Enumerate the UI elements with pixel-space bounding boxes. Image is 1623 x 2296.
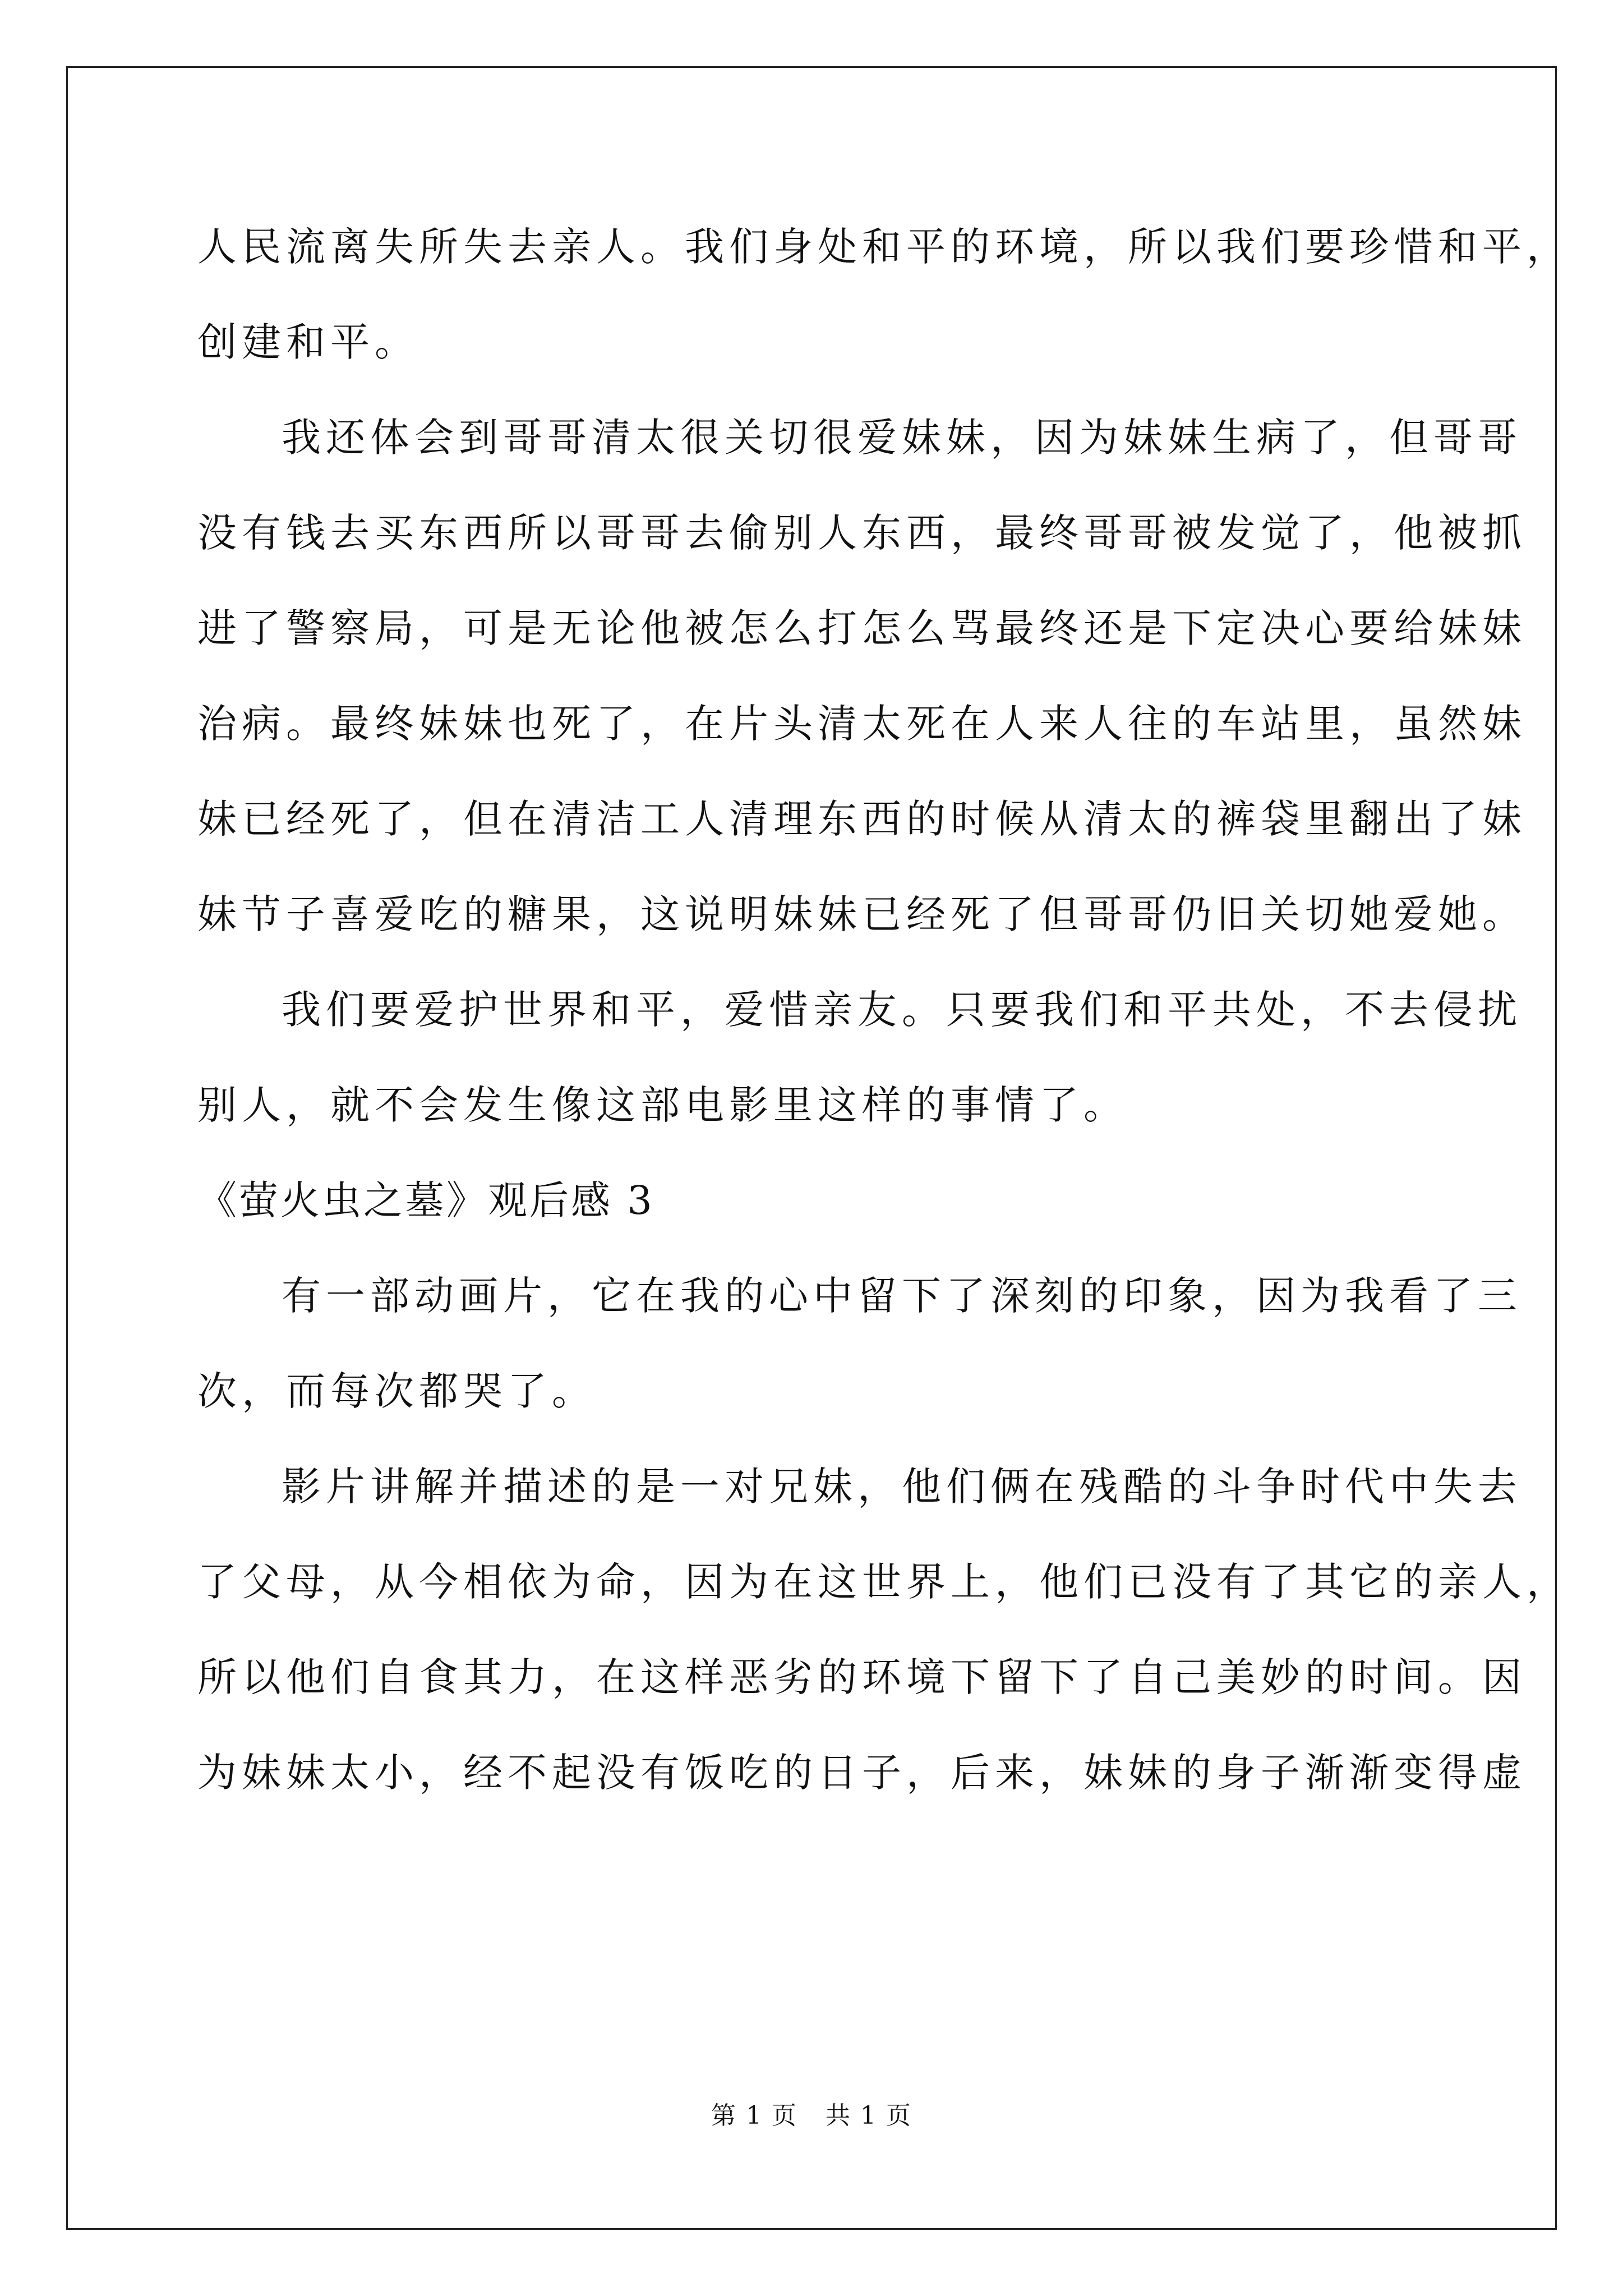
text-line: 了父母，从今相依为命，因为在这世界上，他们已没有了其它的亲人， [197,1559,1571,1605]
text-line: 妹已经死了，但在清洁工人清理东西的时候从清太的裤袋里翻出了妹 [197,796,1527,842]
document-body [197,199,1571,1820]
text-line: 妹节子喜爱吃的糖果，这说明妹妹已经死了但哥哥仍旧关切她爱她。 [197,891,1527,937]
text-line: 别人，就不会发生像这部电影里这样的事情了。 [197,1082,1128,1128]
page-footer [0,2099,1623,2133]
text-line: 人民流离失所失去亲人。我们身处和平的环境，所以我们要珍惜和平， [197,224,1571,270]
text-line: 进了警察局，可是无论他被怎么打怎么骂最终还是下定决心要给妹妹 [197,605,1527,651]
text-line: 所以他们自食其力，在这样恶劣的环境下留下了自己美妙的时间。因 [197,1654,1527,1700]
text-line: 没有钱去买东西所以哥哥去偷别人东西，最终哥哥被发觉了，他被抓 [197,510,1527,556]
page-number-total: 共 1 页 [826,2101,912,2130]
paragraph-start-line: 我们要爱护世界和平，爱惜亲友。只要我们和平共处，不去侵扰 [282,987,1522,1033]
paragraph-start-line: 有一部动画片，它在我的心中留下了深刻的印象，因为我看了三 [282,1273,1522,1319]
text-line: 创建和平。 [197,319,419,365]
paragraph-start-line: 我还体会到哥哥清太很关切很爱妹妹，因为妹妹生病了，但哥哥 [282,415,1522,461]
text-line: 治病。最终妹妹也死了，在片头清太死在人来人往的车站里，虽然妹 [197,701,1527,747]
text-line: 次，而每次都哭了。 [197,1368,596,1414]
paragraph-start-line: 影片讲解并描述的是一对兄妹，他们俩在残酷的斗争时代中失去 [282,1464,1522,1510]
text-line: 为妹妹太小，经不起没有饭吃的日子，后来，妹妹的身子渐渐变得虚 [197,1750,1527,1796]
page-number-current: 第 1 页 [711,2101,797,2130]
section-heading: 《萤火虫之墓》观后感 3 [197,1177,654,1223]
